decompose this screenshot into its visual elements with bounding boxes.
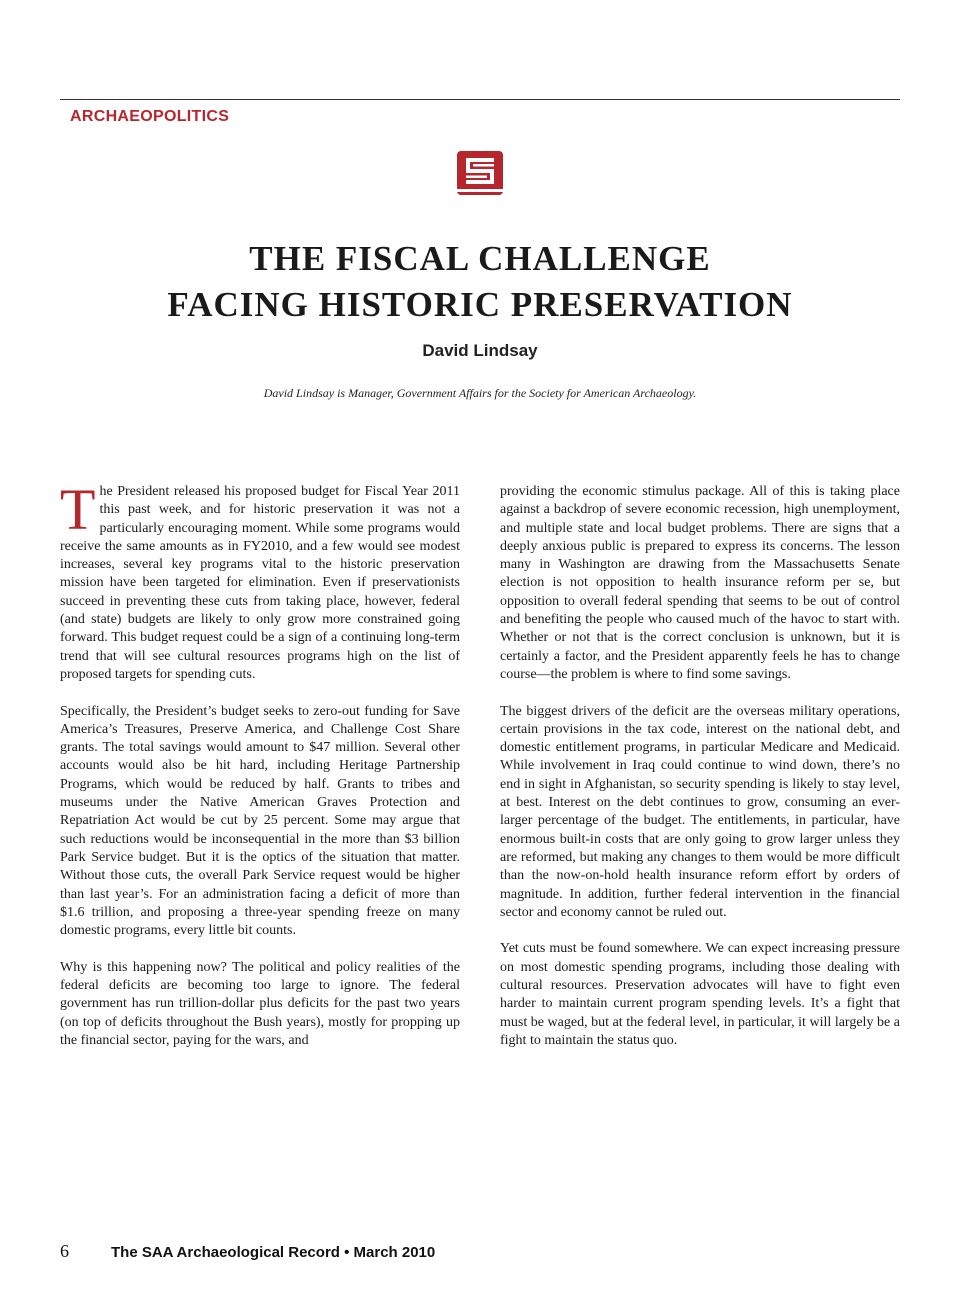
paragraph bbox=[60, 477, 460, 684]
author-name: David Lindsay bbox=[422, 341, 538, 360]
title-line-1: THE FISCAL CHALLENGE bbox=[249, 239, 711, 278]
left-column bbox=[60, 477, 460, 1069]
title-line-2: FACING HISTORIC PRESERVATION bbox=[167, 285, 793, 324]
drop-cap: T bbox=[60, 477, 96, 542]
author-note: David Lindsay is Manager, Government Affairs for the Society for American Archaeology. bbox=[263, 386, 697, 400]
paragraph: The biggest drivers of the deficit are the overseas military operations, certain provisions in the tax code, interest on the national debt, and domestic entitlement programs, in particular Medicare and Medicaid. While involvement in Iraq could continue to wind down, there’s no end in sight in Afghanistan, so security spending is likely to stay level, at best. Interest on the debt continues to grow, consuming an ever-larger percentage of the budget. The entitlements, in particular, have enormous built-in costs that are only going to grow larger unless they are reformed, but making any changes to them would be more difficult than the now-on-hold health insurance reform effort by orders of magnitude. In addition, further federal intervention in the financial sector and economy cannot be ruled out. bbox=[500, 703, 900, 920]
paragraph-text: he President released his proposed budget for Fiscal Year 2011 this past week, and for historic preservation it was not a particularly encouraging moment. While some programs would receive the same amounts as in FY2010, and a few would see modest increases, several key programs vital to the historic preservation mission have been targeted for elimination. Even if preservationists succeed in preventing these cuts from taking place, however, federal (and state) budgets are likely to only grow more constrained going forward. This budget request could be a sign of a continuing long-term trend that will see cultural resources programs high on the list of proposed targets for spending cuts. bbox=[60, 484, 460, 682]
paragraph: Why is this happening now? The political and policy realities of the federal deficits are becoming too large to ignore. The federal government has run trillion-dollar plus deficits for the past two years (on top of deficits throughout the Bush years), mostly for propping up the financial sector, paying for the wars, and bbox=[60, 959, 460, 1048]
section-label: ARCHAEOPOLITICS bbox=[70, 108, 230, 125]
paragraph: providing the economic stimulus package. All of this is taking place against a backdrop of severe economic recession, high unemployment, and multiple state and local budget problems. There are signs that a deeply anxious public is prepared to express its concerns. The lesson many in Washington are drawing from the Massachusetts Senate election is not opposition to health insurance reform per se, but opposition to overall federal spending that seems to be out of control and benefiting the people who caused much of the havoc to start with. Whether or not that is the correct conclusion is unknown, but it is certainly a factor, and the President apparently feels he has to change course—the problem is where to find some savings. bbox=[500, 484, 900, 682]
page-number: 6 bbox=[60, 1241, 69, 1261]
paragraph: Specifically, the President’s budget seeks to zero-out funding for Save America’s Treasures, Preserve America, and Challenge Cost Share grants. The total savings would amount to $47 million. Several other accounts would also be hit hard, including Heritage Partnership Programs, which would be reduced by half. Grants to tribes and museums under the Native American Graves Protection and Repatriation Act would be cut by 25 percent. Some may argue that such reductions would be inconsequential in the more than $3 billion Park Service budget. But it is the optics of the situation that matter. Without those cuts, the overall Park Service request would be higher than last year’s. For an administration facing a deficit of more than $1.6 trillion, and proposing a three-year spending freeze on many domestic programs, every little bit counts. bbox=[60, 703, 460, 939]
paragraph: Yet cuts must be found somewhere. We can expect increasing pressure on most domestic spending programs, including those dealing with cultural resources. Preservation advocates will have to fight even harder to maintain current program spending levels. It’s a fight that must be waged, but at the federal level, in particular, it will largely be a fight to maintain the status quo. bbox=[500, 941, 900, 1048]
article-title bbox=[0, 236, 960, 328]
publication-footer: The SAA Archaeological Record • March 2010 bbox=[111, 1244, 436, 1261]
saa-logo-icon bbox=[457, 151, 503, 195]
right-column bbox=[500, 483, 900, 1069]
top-rule bbox=[60, 99, 900, 100]
